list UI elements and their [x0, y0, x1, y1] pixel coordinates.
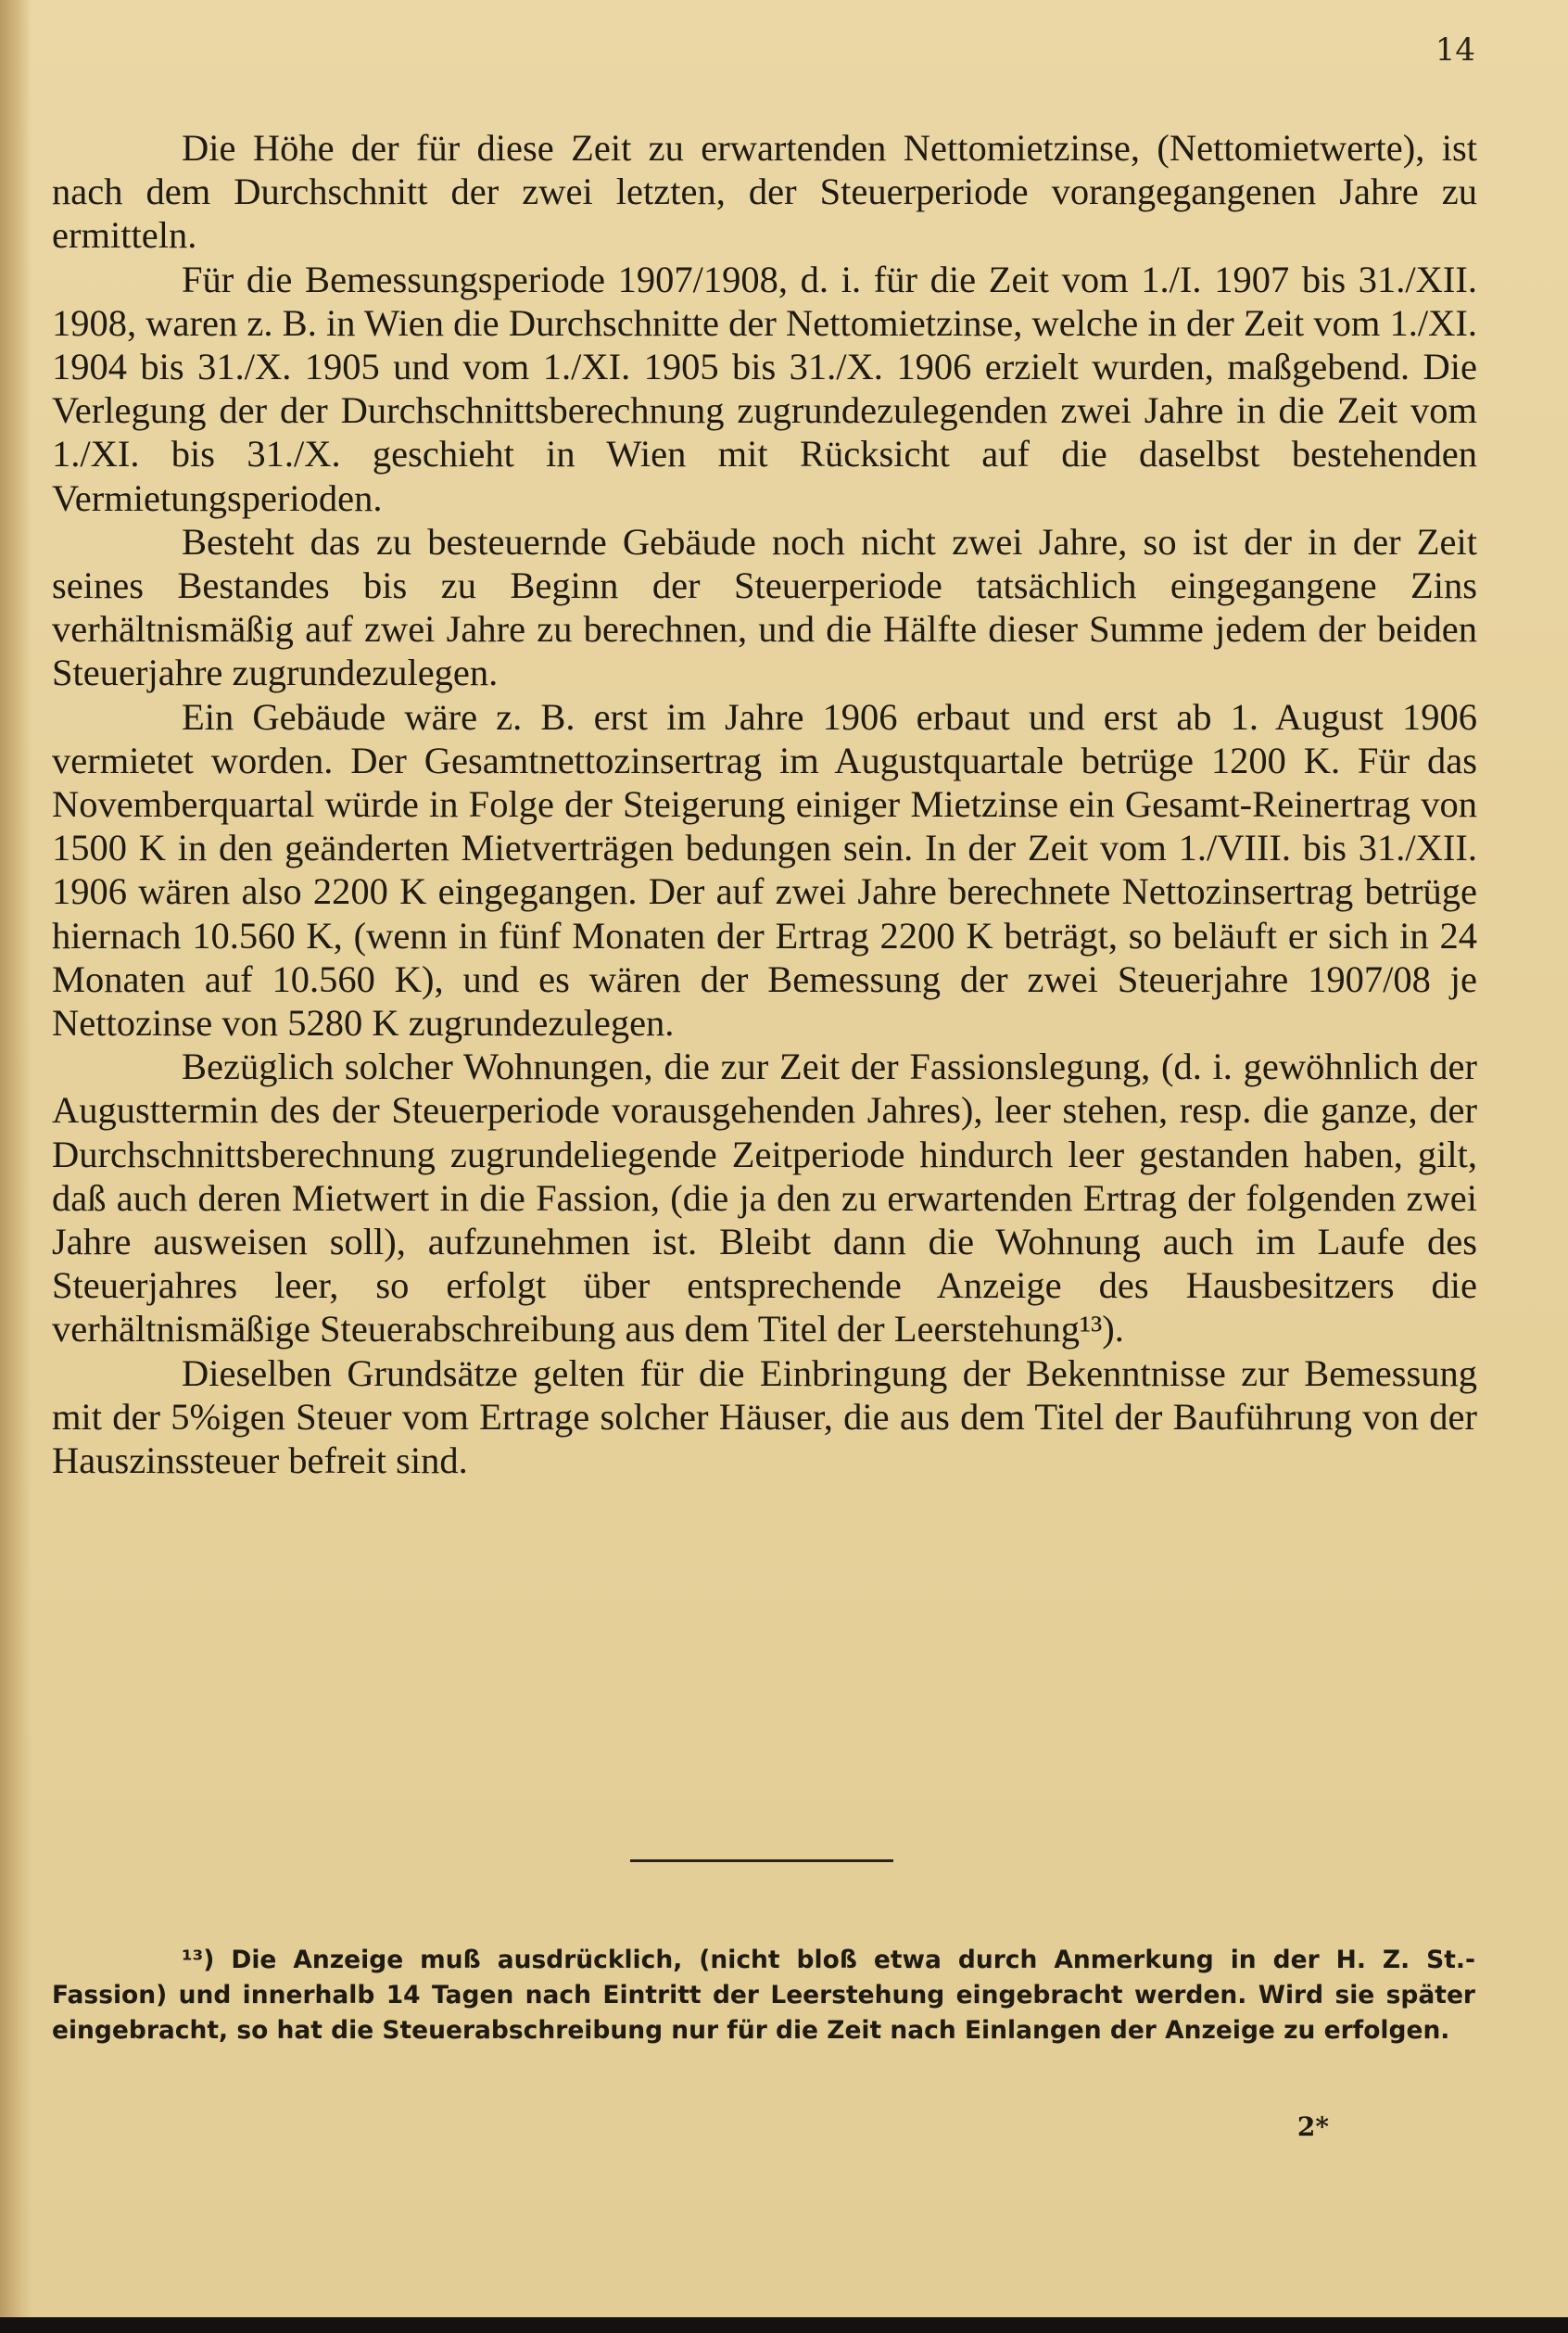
paragraph-5: Bezüglich solcher Wohnungen, die zur Zeit der Fassionslegung, (d. i. gewöhnlich der Augusttermin des der Steuerperiode vorausgehenden Jahres), leer stehen, resp. die ganze, der Durchschnittsberechnung zugrundeliegende Zeitperiode hindurch leer gestanden haben, gilt, daß auch deren Mietwert in die Fassion, (die ja den zu erwartenden Ertrag der folgenden zwei Jahre ausweisen soll), aufzunehmen ist. Bleibt dann die Wohnung auch im Laufe des Steuerjahres leer, so erfolgt über entsprechende Anzeige des Hausbesitzers die verhältnismäßige Steuerabschreibung aus dem Titel der Leerstehung¹³). — [52, 1046, 1477, 1350]
paragraph-1: Die Höhe der für diese Zeit zu erwartenden Nettomietzinse, (Nettomietwerte), ist nach dem Durchschnitt der zwei letzten, der Steuerperiode vorangegangenen Jahre zu ermitteln. — [52, 127, 1477, 257]
page-number: 14 — [1435, 32, 1475, 69]
signature-mark: 2* — [1296, 2111, 1329, 2142]
body-text — [52, 126, 1477, 1482]
paragraph-6: Dieselben Grundsätze gelten für die Einbringung der Bekenntnisse zur Bemessung mit der 5%igen Steuer vom Ertrage solcher Häuser, die aus dem Titel der Bauführung von der Hauszinssteuer befreit sind. — [52, 1351, 1477, 1482]
footnote-13: ¹³) Die Anzeige muß ausdrücklich, (nicht bloß etwa durch Anmerkung in der H. Z. St.-Fassion) und innerhalb 14 Tagen nach Eintritt der Leerstehung eingebracht werden. Wird sie später eingebracht, so hat die Steuerabschreibung nur für die Zeit nach Einlangen der Anzeige zu erfolgen. — [52, 1946, 1475, 2045]
scan-bottom-edge — [0, 2317, 1568, 2333]
page-spine-shadow — [0, 0, 32, 2317]
paragraph-4: Ein Gebäude wäre z. B. erst im Jahre 1906 erbaut und erst ab 1. August 1906 vermietet worden. Der Gesamtnettozinsertrag im Augustquartale betrüge 1200 K. Für das Novemberquartal würde in Folge der Steigerung einiger Mietzinse ein Gesamt-Reinertrag von 1500 K in den geänderten Mietverträgen bedungen sein. In der Zeit vom 1./VIII. bis 31./XII. 1906 wären also 2200 K eingegangen. Der auf zwei Jahre berechnete Nettozinsertrag betrüge hiernach 10.560 K, (wenn in fünf Monaten der Ertrag 2200 K beträgt, so beläuft er sich in 24 Monaten auf 10.560 K), und es wären der Bemessung der zwei Steuerjahre 1907/08 je Nettozinse von 5280 K zugrundezulegen. — [52, 695, 1477, 1045]
paragraph-2: Für die Bemessungsperiode 1907/1908, d. i. für die Zeit vom 1./I. 1907 bis 31./XII. 1908, waren z. B. in Wien die Durchschnitte der Nettomietzinse, welche in der Zeit vom 1./XI. 1904 bis 31./X. 1905 und vom 1./XI. 1905 bis 31./X. 1906 erzielt wurden, maßgebend. Die Verlegung der der Durchschnittsberechnung zugrundezulegenden zwei Jahre in die Zeit vom 1./XI. bis 31./X. geschieht in Wien mit Rücksicht auf die daselbst bestehenden Vermietungsperioden. — [52, 258, 1477, 519]
footnote-divider — [630, 1859, 893, 1862]
paragraph-3: Besteht das zu besteuernde Gebäude noch nicht zwei Jahre, so ist der in der Zeit seines Bestandes bis zu Beginn der Steuerperiode tatsächlich eingegangene Zins verhältnismäßig auf zwei Jahre zu berechnen, und die Hälfte dieser Summe jedem der beiden Steuerjahre zugrundezulegen. — [52, 520, 1477, 694]
